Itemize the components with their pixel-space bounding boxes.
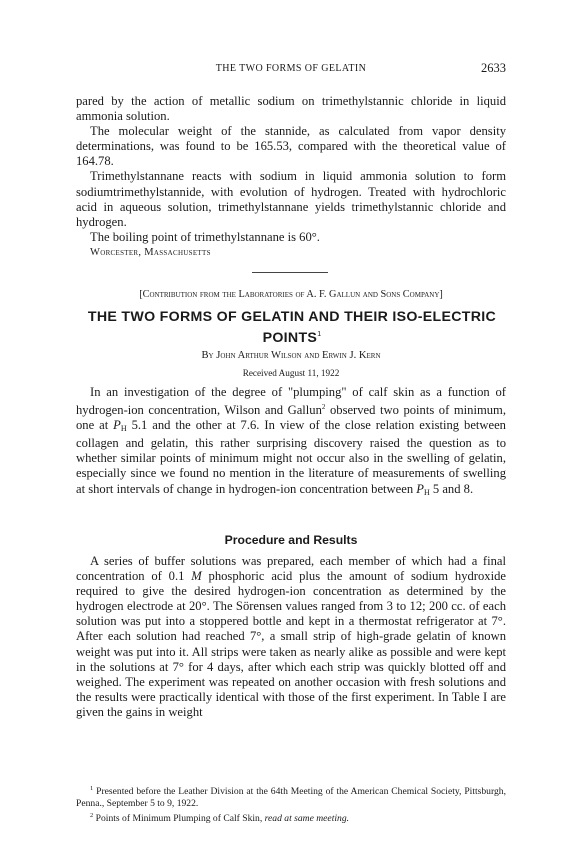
footnote-number: 1 [90, 785, 94, 792]
intro-text: 5 and 8. [429, 481, 474, 496]
ph-symbol: P [416, 481, 424, 496]
procedure-paragraph [76, 554, 506, 720]
footnote-marker: 1 [317, 331, 322, 338]
article-title [80, 309, 504, 347]
molar-symbol: M [191, 569, 202, 584]
procedure-section [76, 554, 506, 720]
paragraph: Trimethylstannane reacts with sodium in liquid ammonia solution to form sodiumtrimethylstannide, with evolution of hydrogen. Treated with hydrochloric acid in aqueous solution, trimethylstannane yields trimethylstannic chloride and hydrogen. [76, 169, 506, 229]
byline: By John Arthur Wilson and Erwin J. Kern [201, 350, 381, 361]
ph-subscript: H [423, 487, 430, 497]
footnote-marker: 2 [321, 403, 326, 412]
intro-text: In an investigation of the degree of "plumping" of calf skin as a function of hydrogen-ion concentration, Wilson and Gallun [76, 385, 506, 418]
ph-subscript: H [120, 424, 127, 434]
footnote-text: Points of Minimum Plumping of Calf Skin, [95, 813, 265, 824]
paragraph: The boiling point of trimethylstannane is 60°. [90, 229, 320, 244]
footnote-number: 2 [90, 812, 94, 819]
footnote-italic: read at same meeting. [264, 813, 350, 824]
section-divider [252, 272, 328, 273]
article-title-text: THE TWO FORMS OF GELATIN AND THEIR ISO-ELECTRIC POINTS [87, 309, 497, 346]
intro-text: observed two points of minimum, one at [76, 403, 506, 433]
running-head-title: THE TWO FORMS OF GELATIN [215, 63, 367, 74]
footnote-text: Presented before the Leather Division at the 64th Meeting of the American Chemical Society, Pittsburgh, Penna., September 5 to 9, 1922. [76, 786, 506, 809]
contribution-note: [Contribution from the Laboratories of A. F. Gallun and Sons Company] [139, 289, 443, 300]
intro-text: 5.1 and the other at 7.6. In view of the close relation existing between collagen and gelatin, this rather surprising discovery raised the question as to whether similar points of minimum might not occur also in the swelling of gelatin, especially since we found no mention in the literature of measurements of swelling at short intervals of change in hydrogen-ion concentration between [76, 418, 506, 496]
paragraph: pared by the action of metallic sodium on trimethylstannic chloride in liquid ammonia solution. [76, 94, 506, 124]
page-number: 2633 [481, 61, 506, 75]
footnotes [76, 783, 506, 825]
ph-symbol: P [113, 418, 121, 433]
introduction [76, 385, 506, 500]
previous-article-conclusion [76, 94, 506, 260]
received-date: Received August 11, 1922 [242, 368, 340, 378]
section-heading: Procedure and Results [224, 533, 358, 547]
footnote [76, 783, 506, 810]
footnote [76, 810, 506, 825]
procedure-text: phosphoric acid plus the amount of sodium hydroxide required to give the desired hydrogen-ion concentration as determined by the hydrogen electrode at 20°. The Sörensen values ranged from 3 to 12; 200 cc. of each solution was put into a stoppered bottle and kept in a thermostat refrigerator at 7°. After each solution had reached 7°, a small strip of high-grade gelatin of known weight was put into it. All strips were taken as nearly alike as possible and were kept in the solutions at 7° for 4 days, after which each strip was quickly blotted off and weighed. The experiment was repeated on another occasion with fresh solutions and the results were practically identical with those of the first experiment. In Table I are given the gains in weight [76, 569, 506, 719]
paragraph: The molecular weight of the stannide, as calculated from vapor density determinations, was found to be 165.53, compared with the theoretical value of 164.78. [76, 124, 506, 169]
author-affiliation: Worcester, Massachusetts [90, 246, 211, 258]
procedure-text: A series of buffer solutions was prepared, each member of which had a final concentration of 0.1 [76, 554, 506, 584]
intro-paragraph [76, 385, 506, 500]
